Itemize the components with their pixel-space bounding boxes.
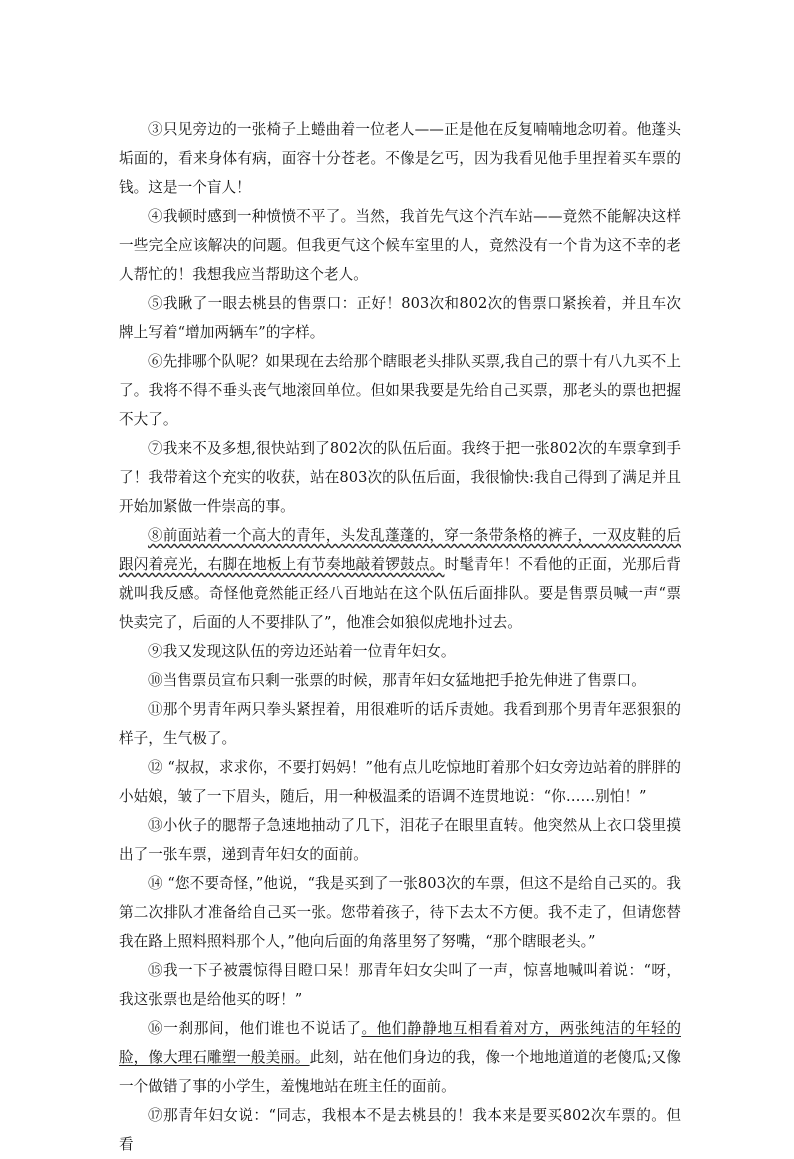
paragraph-8 [119,521,681,637]
paragraph-16 [119,1014,681,1101]
paragraph-3 [119,115,681,202]
paragraph-text: ⑫ “叔叔，求求你，不要打妈妈！”他有点儿吃惊地盯着那个妇女旁边站着的胖胖的小姑娘，皱了一下眉头，随后，用一种极温柔的语调不连贯地说：“你……别怕！” [119,759,681,805]
paragraph-14 [119,869,681,956]
paragraph-text: ⑪那个男青年两只拳头紧捏着，用很难听的话斥责她。我看到那个男青年恶狠狠的样子，生气极了。 [119,701,681,747]
wavy-underlined-sentence: ⑧前面站着一个高大的青年，头发乱蓬蓬的，穿一条带条格的裤子，一双皮鞋的后跟闪着亮光，右脚在地板上有节奏地敲着锣鼓点。 [119,527,681,573]
paragraph-text: ⑰那青年妇女说：“同志，我根本不是去桃县的！我本来是要买802次车票的。但看 [119,1107,681,1153]
paragraph-text: 此刻，站在他们身边的我，像一个地地道道的老傻瓜;又像一个做错了事的小学生，羞愧地站在班主任的面前。 [119,1049,681,1095]
paragraph-10 [119,666,681,695]
paragraph-text: ⑮我一下子被震惊得目瞪口呆！那青年妇女尖叫了一声，惊喜地喊叫着说：“呀，我这张票也是给他买的呀！” [119,962,681,1008]
paragraph-text: ③只见旁边的一张椅子上蜷曲着一位老人——正是他在反复喃喃地念叨着。他蓬头垢面的，看来身体有病，面容十分苍老。不像是乞丐，因为我看见他手里捏着买车票的钱。这是一个盲人！ [119,121,681,196]
paragraph-17 [119,1101,681,1159]
paragraph-text: ⑭ “您不要奇怪，”他说，“我是买到了一张803次的车票，但这不是给自己买的。我第二次排队才准备给自己买一张。您带着孩子，待下去太不方便。我不走了，但请您替我在路上照料照料那个人，”他向后面的角落里努了努嘴，“那个瞎眼老头。” [119,875,681,950]
paragraph-6 [119,347,681,434]
paragraph-12 [119,753,681,811]
paragraph-text: ④我顿时感到一种愤愤不平了。当然，我首先气这个汽车站——竟然不能解决这样一些完全应该解决的问题。但我更气这个候车室里的人，竟然没有一个肯为这不幸的老人帮忙的！我想我应当帮助这个老人。 [119,208,681,283]
paragraph-text: ⑬小伙子的腮帮子急速地抽动了几下，泪花子在眼里直转。他突然从上衣口袋里摸出了一张车票，递到青年妇女的面前。 [119,817,681,863]
paragraph-4 [119,202,681,289]
paragraph-13 [119,811,681,869]
paragraph-5 [119,289,681,347]
paragraph-text: ⑨我又发现这队伍的旁边还站着一位青年妇女。 [148,643,456,660]
paragraph-text: ⑦我来不及多想,很快站到了802次的队伍后面。我终于把一张802次的车票拿到手了！我带着这个充实的收获，站在803次的队伍后面，我很愉快:我自己得到了满足并且开始加紧做一件崇高的事。 [119,440,681,515]
paragraph-text: ⑩当售票员宣布只剩一张票的时候，那青年妇女猛地把手抢先伸进了售票口。 [148,672,646,689]
paragraph-text: ⑯一刹那间，他们谁也不说话了 [148,1020,362,1037]
paragraph-7 [119,434,681,521]
paragraph-text: ⑥先排哪个队呢？如果现在去给那个瞎眼老头排队买票,我自己的票十有八九买不上了。我将不得不垂头丧气地滚回单位。但如果我要是先给自己买票，那老头的票也把握不大了。 [119,353,681,428]
paragraph-text: 时髦青年！不看他的正面，光那后背就叫我反感。奇怪他竟然能正经八百地站在这个队伍后面排队。要是售票员喊一声“票快卖完了，后面的人不要排队了”，他准会如狼似虎地扑过去。 [119,556,681,631]
paragraph-11 [119,695,681,753]
paragraph-15 [119,956,681,1014]
underlined-sentence: 。他们静静地互相看着对方，两张纯洁的年轻的脸，像大理石雕塑一般美丽。 [119,1020,681,1066]
paragraph-text: ⑤我瞅了一眼去桃县的售票口：正好！803次和802次的售票口紧挨着，并且车次牌上写着“增加两辆车”的字样。 [119,295,681,341]
document-page [119,115,681,1159]
paragraph-9 [119,637,681,666]
